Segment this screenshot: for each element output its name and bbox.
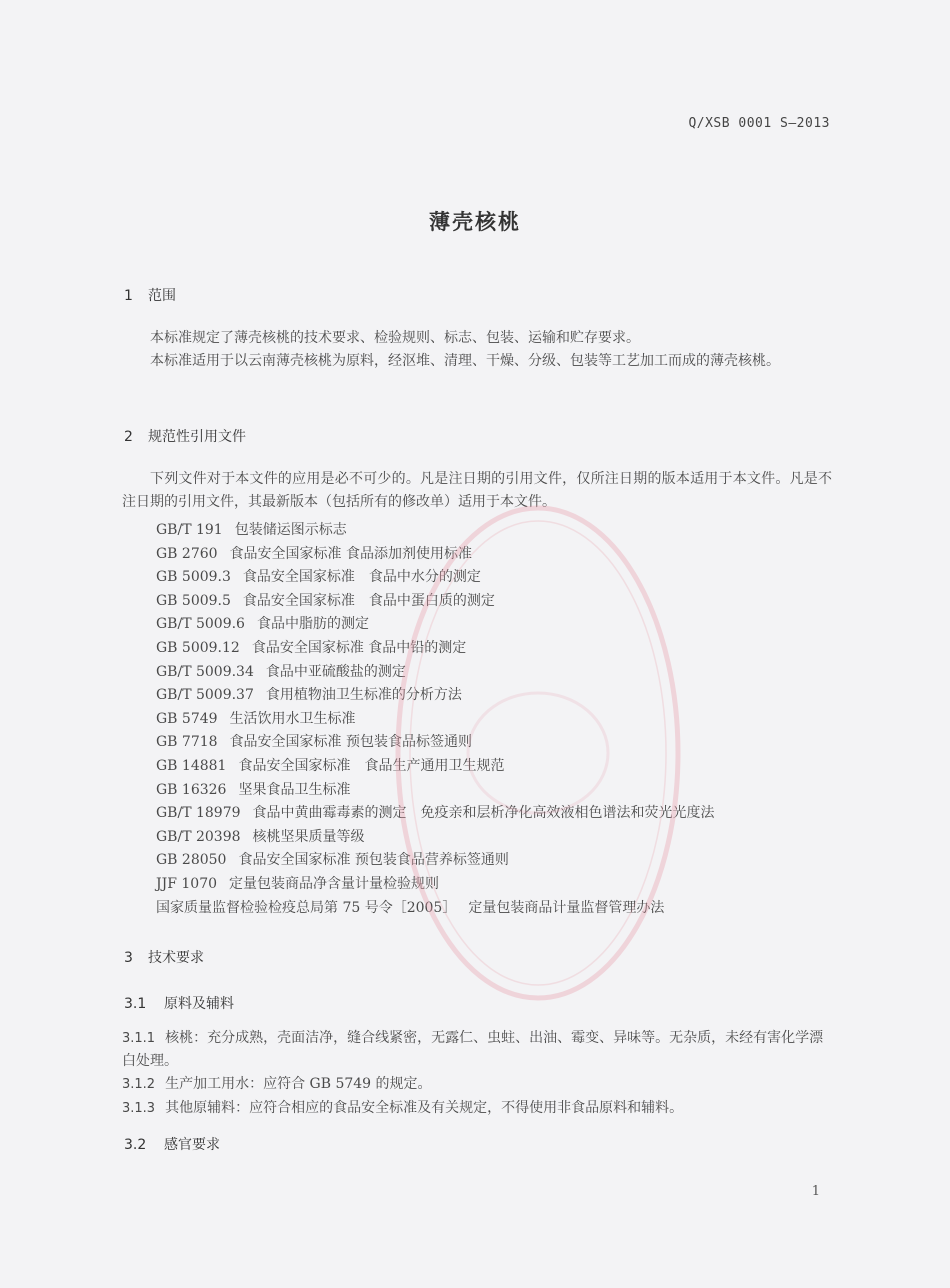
- reference-code: GB/T 5009.37: [156, 687, 254, 704]
- section-number: 1: [124, 288, 133, 304]
- reference-name: 食品安全国家标准 预包装食品标签通则: [229, 734, 473, 751]
- reference-code: 国家质量监督检验检疫总局第 75 号令［2005］: [156, 899, 457, 916]
- subsection-3-2-heading: [124, 1134, 220, 1154]
- clause-number: 3.1.2: [122, 1077, 156, 1092]
- section-1-paragraph-2: 本标准适用于以云南薄壳核桃为原料，经沤堆、清理、干燥、分级、包装等工艺加工而成的薄壳核桃。: [150, 353, 780, 369]
- subsection-title: 感官要求: [164, 1137, 220, 1153]
- reference-name: 食品安全国家标准 预包装食品营养标签通则: [238, 852, 509, 869]
- section-1-heading: [124, 285, 176, 305]
- reference-code: GB 5009.12: [156, 639, 240, 656]
- reference-item: [156, 755, 836, 779]
- document-title: 薄壳核桃: [429, 210, 521, 234]
- reference-item: [156, 731, 836, 755]
- section-1-paragraph-1: 本标准规定了薄壳核桃的技术要求、检验规则、标志、包装、运输和贮存要求。: [150, 330, 640, 346]
- section-2-intro: 下列文件对于本文件的应用是必不可少的。凡是注日期的引用文件，仅所注日期的版本适用于本文件。凡是不注日期的引用文件，其最新版本（包括所有的修改单）适用于本文件。: [122, 471, 832, 510]
- clause-number: 3.1.3: [122, 1101, 156, 1116]
- reference-item: [156, 590, 836, 614]
- page-number: 1: [811, 1184, 820, 1199]
- reference-name: 核桃坚果质量等级: [252, 828, 365, 845]
- section-3-heading: [124, 947, 204, 967]
- reference-item: [156, 661, 836, 685]
- reference-item: [156, 543, 836, 567]
- reference-code: GB/T 5009.6: [156, 616, 245, 633]
- reference-code: GB/T 191: [156, 522, 223, 538]
- reference-code: GB/T 5009.34: [156, 663, 254, 680]
- reference-code: GB 7718: [156, 734, 218, 751]
- clause-text: 其他原辅料：应符合相应的食品安全标准及有关规定，不得使用非食品原料和辅料。: [165, 1100, 684, 1116]
- subsection-title: 原料及辅料: [164, 996, 234, 1012]
- normative-references-list: [156, 519, 836, 920]
- reference-name: 食品中亚硫酸盐的测定: [265, 663, 406, 680]
- section-number: 3: [124, 950, 133, 966]
- reference-name: 定量包装商品计量监督管理办法: [468, 899, 665, 916]
- reference-name: 食品安全国家标准 食品中蛋白质的测定: [242, 592, 495, 609]
- reference-item: [156, 566, 836, 590]
- reference-name: 定量包装商品净含量计量检验规则: [229, 875, 440, 892]
- reference-name: 生活饮用水卫生标准: [229, 710, 356, 727]
- reference-name: 食品安全国家标准 食品生产通用卫生规范: [238, 757, 505, 774]
- reference-item: [156, 802, 836, 826]
- reference-name: 坚果食品卫生标准: [238, 781, 351, 798]
- reference-item: [156, 613, 836, 637]
- reference-name: 食品安全国家标准 食品中铅的测定: [251, 639, 467, 656]
- reference-code: GB 5009.3: [156, 569, 231, 586]
- reference-name: 包装储运图示标志: [234, 522, 347, 538]
- reference-item: [156, 684, 836, 708]
- reference-code: GB 14881: [156, 757, 227, 774]
- reference-item: [156, 873, 836, 897]
- reference-code: JJF 1070: [156, 875, 218, 892]
- subsection-number: 3.1: [124, 996, 147, 1012]
- reference-item: [156, 637, 836, 661]
- clause-text: 核桃：充分成熟，壳面洁净，缝合线紧密，无露仁、虫蛀、出油、霉变、异味等。无杂质，未经有害化学漂白处理。: [122, 1030, 824, 1069]
- subsection-3-1-heading: [124, 993, 234, 1013]
- clause-3-1-3: [122, 1097, 834, 1120]
- section-2-heading: [124, 426, 246, 446]
- subsection-number: 3.2: [124, 1137, 147, 1153]
- reference-name: 食品中黄曲霉毒素的测定 免疫亲和层析净化高效液相色谱法和荧光光度法: [252, 805, 715, 822]
- clause-number: 3.1.1: [122, 1031, 156, 1046]
- section-title: 范围: [148, 288, 176, 304]
- reference-code: GB/T 20398: [156, 828, 241, 845]
- reference-name: 食品安全国家标准 食品添加剂使用标准: [229, 545, 473, 562]
- clause-3-1-2: [122, 1073, 834, 1096]
- reference-code: GB 16326: [156, 781, 227, 798]
- reference-item: [156, 779, 836, 803]
- section-title: 规范性引用文件: [148, 429, 246, 445]
- reference-item: [156, 826, 836, 850]
- standard-code: Q/XSB 0001 S—2013: [688, 116, 830, 131]
- reference-name: 食用植物油卫生标准的分析方法: [265, 687, 462, 704]
- section-number: 2: [124, 429, 133, 445]
- reference-code: GB 2760: [156, 545, 218, 562]
- reference-item: [156, 519, 836, 543]
- clause-text: 生产加工用水：应符合 GB 5749 的规定。: [165, 1076, 432, 1092]
- reference-item: [156, 849, 836, 873]
- reference-code: GB/T 18979: [156, 805, 241, 822]
- reference-name: 食品安全国家标准 食品中水分的测定: [242, 569, 481, 586]
- clause-3-1-1: [122, 1027, 834, 1073]
- reference-item: [156, 897, 836, 921]
- reference-item: [156, 708, 836, 732]
- reference-code: GB 5009.5: [156, 592, 231, 609]
- reference-code: GB 28050: [156, 852, 227, 869]
- section-title: 技术要求: [148, 950, 204, 966]
- reference-name: 食品中脂肪的测定: [256, 616, 369, 633]
- reference-code: GB 5749: [156, 710, 218, 727]
